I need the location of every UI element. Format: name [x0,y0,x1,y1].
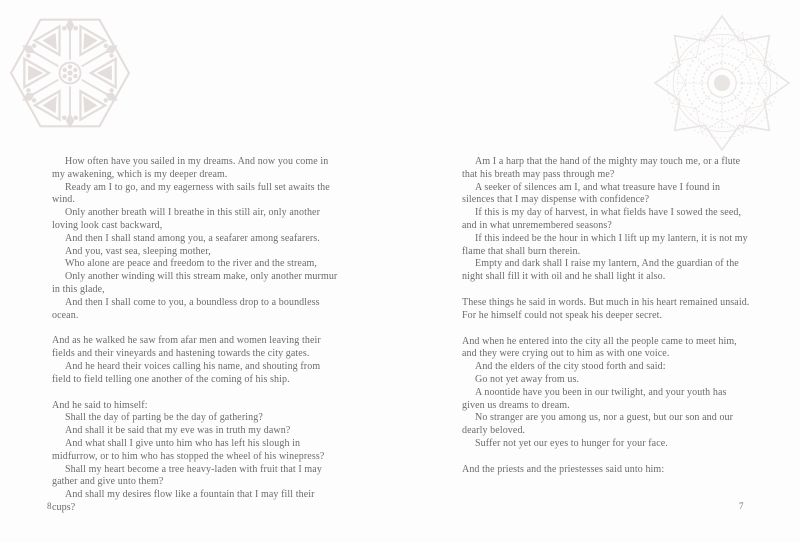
paragraph: A noontide have you been in our twilight, and your youth has given us dreams to dream. [462,386,727,411]
paragraph: And the priests and the priestesses said unto him: [462,463,665,475]
paragraph: Shall my heart become a tree heavy-laden with fruit that I may gather and give unto them? [52,463,322,488]
paragraph: And you, vast sea, sleeping mother, [65,245,211,257]
paragraph: If this indeed be the hour in which I lift up my lantern, it is not my flame that shall burn therein. [462,232,748,257]
paragraph: And as he walked he saw from afar men and women leaving their fields and their vineyards and hastening towards the city gates. [52,335,321,360]
page-number-right: 7 [739,501,744,511]
paragraph: A seeker of silences am I, and what treasure have I found in silences that I may dispense with confidence? [462,181,721,206]
paragraph: And what shall I give unto him who has left his slough in midfurrow, or to him who has stopped the wheel of his winepress? [52,437,325,462]
paragraph: How often have you sailed in my dreams. And now you come in my awakening, which is my deeper dream. [52,156,329,180]
paragraph: If this is my day of harvest, in what fields have I sowed the seed, and in what unremembered seasons? [462,207,742,231]
paragraph: Go not yet away from us. [475,373,580,385]
hexagon-snowflake-ornament-icon [7,14,133,132]
paragraph: And then I shall come to you, a boundless drop to a boundless ocean. [52,296,320,321]
paragraph: And he said to himself: [52,399,148,411]
paragraph: And then I shall stand among you, a seafarer among seafarers. [65,232,320,244]
paragraph: Ready am I to go, and my eagerness with sails full set awaits the wind. [52,181,330,206]
page-number-left: 8 [47,501,52,511]
paragraph: These things he said in words. But much in his heart remained unsaid. For he himself could not speak his deeper secret. [462,296,750,321]
paragraph: Am I a harp that the hand of the mighty may touch me, or a flute that his breath may pass through me? [462,156,741,180]
page-right-text [462,156,750,477]
paragraph: Who alone are peace and freedom to the river and the stream, [65,258,317,270]
paragraph: Only another breath will I breathe in this still air, only another loving look cast backward, [52,207,321,231]
paragraph: Empty and dark shall I raise my lantern, And the guardian of the night shall fill it with oil and he shall light it also. [462,258,739,283]
paragraph: And he heard their voices calling his name, and shouting from field to field telling one another of the coming of his ship. [52,360,321,385]
paragraph: Only another winding will this stream make, only another murmur in this glade, [52,271,338,295]
eight-point-star-mandala-ornament-icon [652,13,792,153]
paragraph: And shall my desires flow like a fountain that I may fill their cups? [52,489,315,513]
paragraph: And when he entered into the city all the people came to meet him, and they were crying out to him as with one voice. [462,335,737,360]
paragraph: And shall it be said that my eve was in truth my dawn? [65,425,291,437]
paragraph: No stranger are you among us, nor a guest, but our son and our dearly beloved. [462,412,734,437]
page-left-text [52,156,340,515]
paragraph: Suffer not yet our eyes to hunger for your face. [475,437,668,449]
paragraph: Shall the day of parting be the day of gathering? [65,412,263,424]
paragraph: And the elders of the city stood forth and said: [475,361,666,373]
